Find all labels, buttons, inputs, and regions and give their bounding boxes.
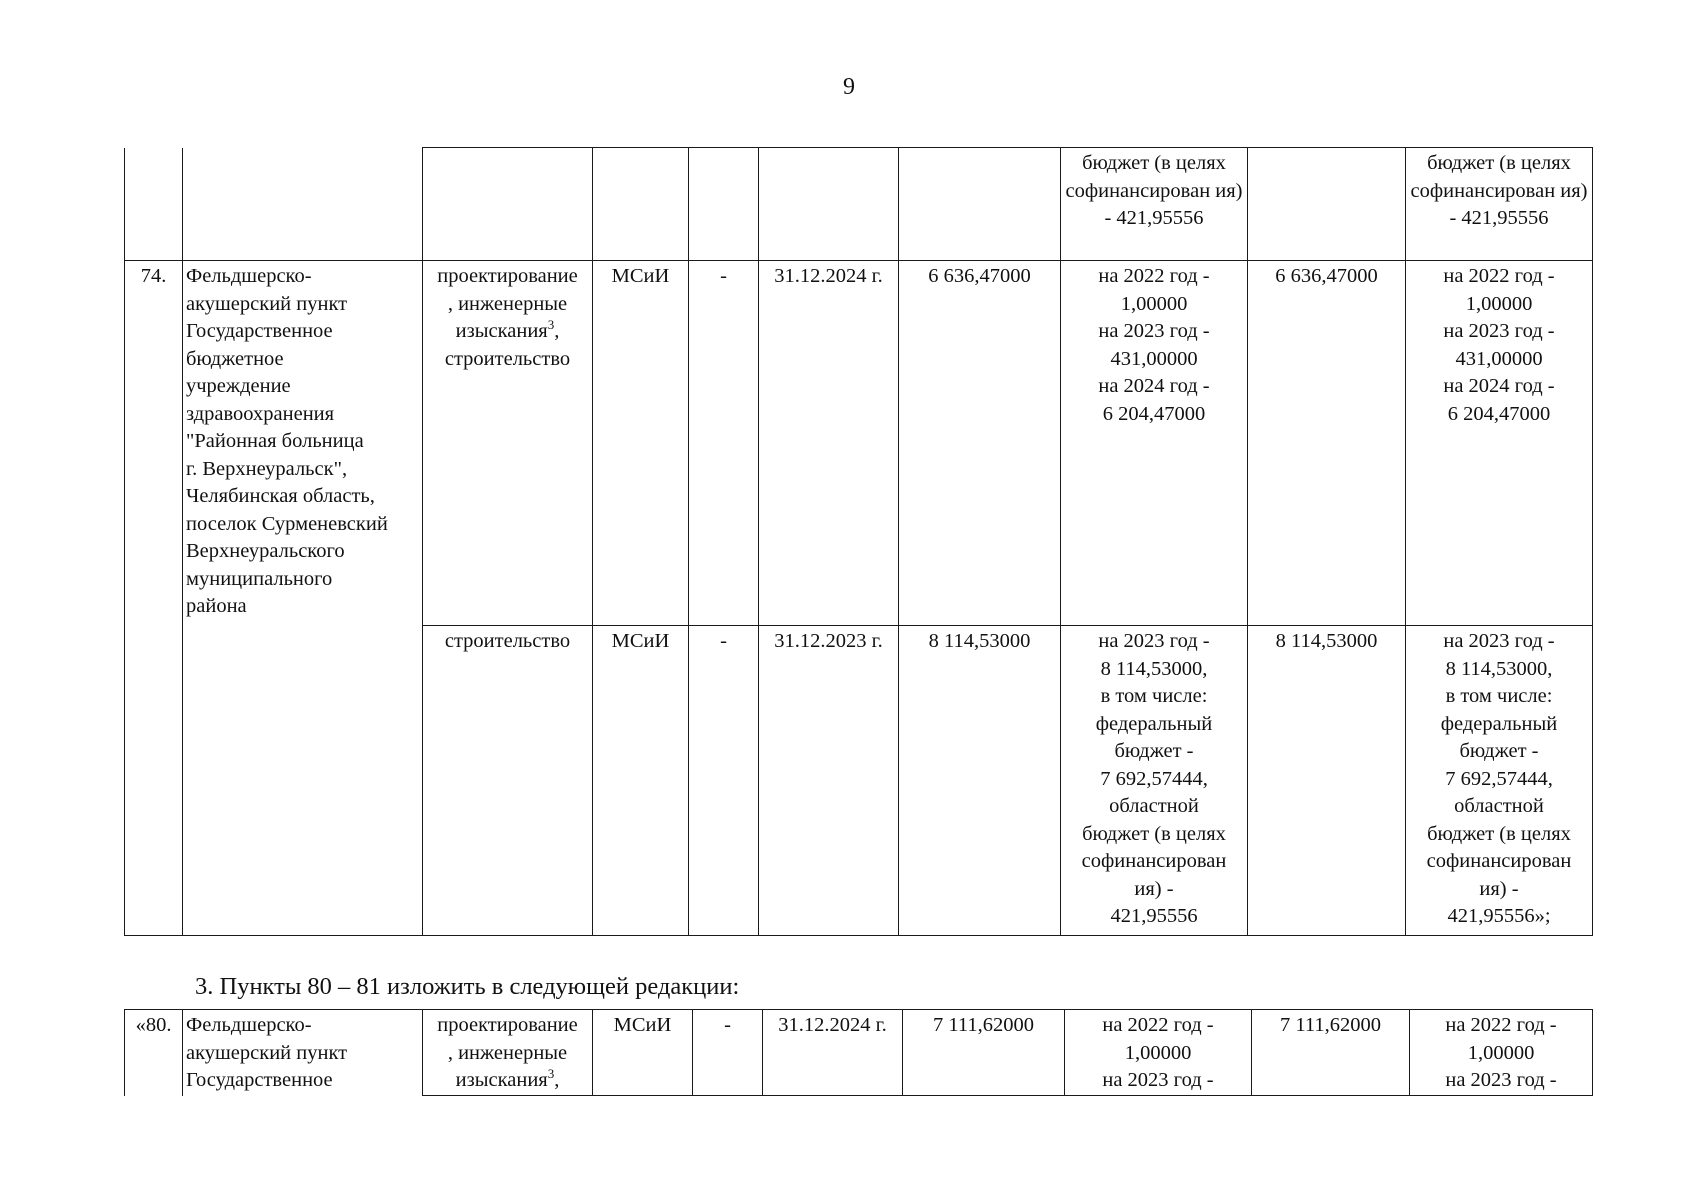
page-number: 9 (843, 74, 855, 100)
funding-cell: на 2023 год - 8 114,53000, в том числе: федеральный бюджет - 7 692,57444, областной бюджет (в целях софинансирован ия) - 421,95556»; (1406, 626, 1593, 936)
section-heading: 3. Пункты 80 – 81 изложить в следующей редакции: (195, 973, 740, 1000)
cost-cell: 6 636,47000 (899, 261, 1061, 626)
dash-cell: - (693, 1010, 763, 1096)
funding-cell: на 2022 год - 1,00000 на 2023 год - 431,00000 на 2024 год - 6 204,47000 (1061, 261, 1248, 626)
dash-cell: - (689, 261, 759, 626)
work-type: строительство (423, 626, 593, 936)
item-number: «80. (125, 1010, 183, 1096)
empty-cell (689, 148, 759, 261)
dash-cell: - (689, 626, 759, 936)
object-name: Фельдшерско- акушерский пункт Государственное бюджетное учреждение здравоохранения "Районная больница г. Верхнеуральск", Челябинская область, поселок Сурменевский Верхнеуральского муниципального района (183, 261, 423, 936)
total-cell: 7 111,62000 (1252, 1010, 1410, 1096)
funding-cell: на 2022 год - 1,00000 на 2023 год - (1065, 1010, 1252, 1096)
work-type: проектирование , инженерные изыскания$^3$, строительство (423, 261, 593, 626)
customer-cell: МСиИ (593, 626, 689, 936)
empty-cell (899, 148, 1061, 261)
customer-cell: МСиИ (593, 261, 689, 626)
empty-cell (593, 148, 689, 261)
cost-cell: 7 111,62000 (903, 1010, 1065, 1096)
empty-cell (423, 148, 593, 261)
deadline-cell: 31.12.2024 г. (763, 1010, 903, 1096)
empty-cell (759, 148, 899, 261)
funding-cell: бюджет (в целях софинансирован ия) - 421,95556 (1061, 148, 1248, 261)
total-cell: 8 114,53000 (1248, 626, 1406, 936)
work-type: проектирование , инженерные изыскания$^3$, (423, 1010, 593, 1096)
funding-cell: бюджет (в целях софинансирован ия) - 421,95556 (1406, 148, 1593, 261)
table-row (125, 1010, 1593, 1096)
empty-cell (1248, 148, 1406, 261)
total-cell: 6 636,47000 (1248, 261, 1406, 626)
object-table-continued (124, 1009, 1593, 1096)
funding-cell: на 2022 год - 1,00000 на 2023 год - 431,00000 на 2024 год - 6 204,47000 (1406, 261, 1593, 626)
continuation-row (125, 148, 1593, 261)
item-number: 74. (125, 261, 183, 936)
footnote-mark: 3 (547, 1066, 555, 1082)
deadline-cell: 31.12.2024 г. (759, 261, 899, 626)
object-name: Фельдшерско- акушерский пункт Государственное (183, 1010, 423, 1096)
table-row (125, 261, 1593, 626)
deadline-cell: 31.12.2023 г. (759, 626, 899, 936)
customer-cell: МСиИ (593, 1010, 693, 1096)
funding-cell: на 2023 год - 8 114,53000, в том числе: федеральный бюджет - 7 692,57444, областной бюджет (в целях софинансирован ия) - 421,95556 (1061, 626, 1248, 936)
empty-cell (125, 148, 183, 261)
object-table (124, 147, 1593, 936)
empty-cell (183, 148, 423, 261)
footnote-mark: 3 (547, 317, 555, 333)
cost-cell: 8 114,53000 (899, 626, 1061, 936)
funding-cell: на 2022 год - 1,00000 на 2023 год - (1410, 1010, 1593, 1096)
